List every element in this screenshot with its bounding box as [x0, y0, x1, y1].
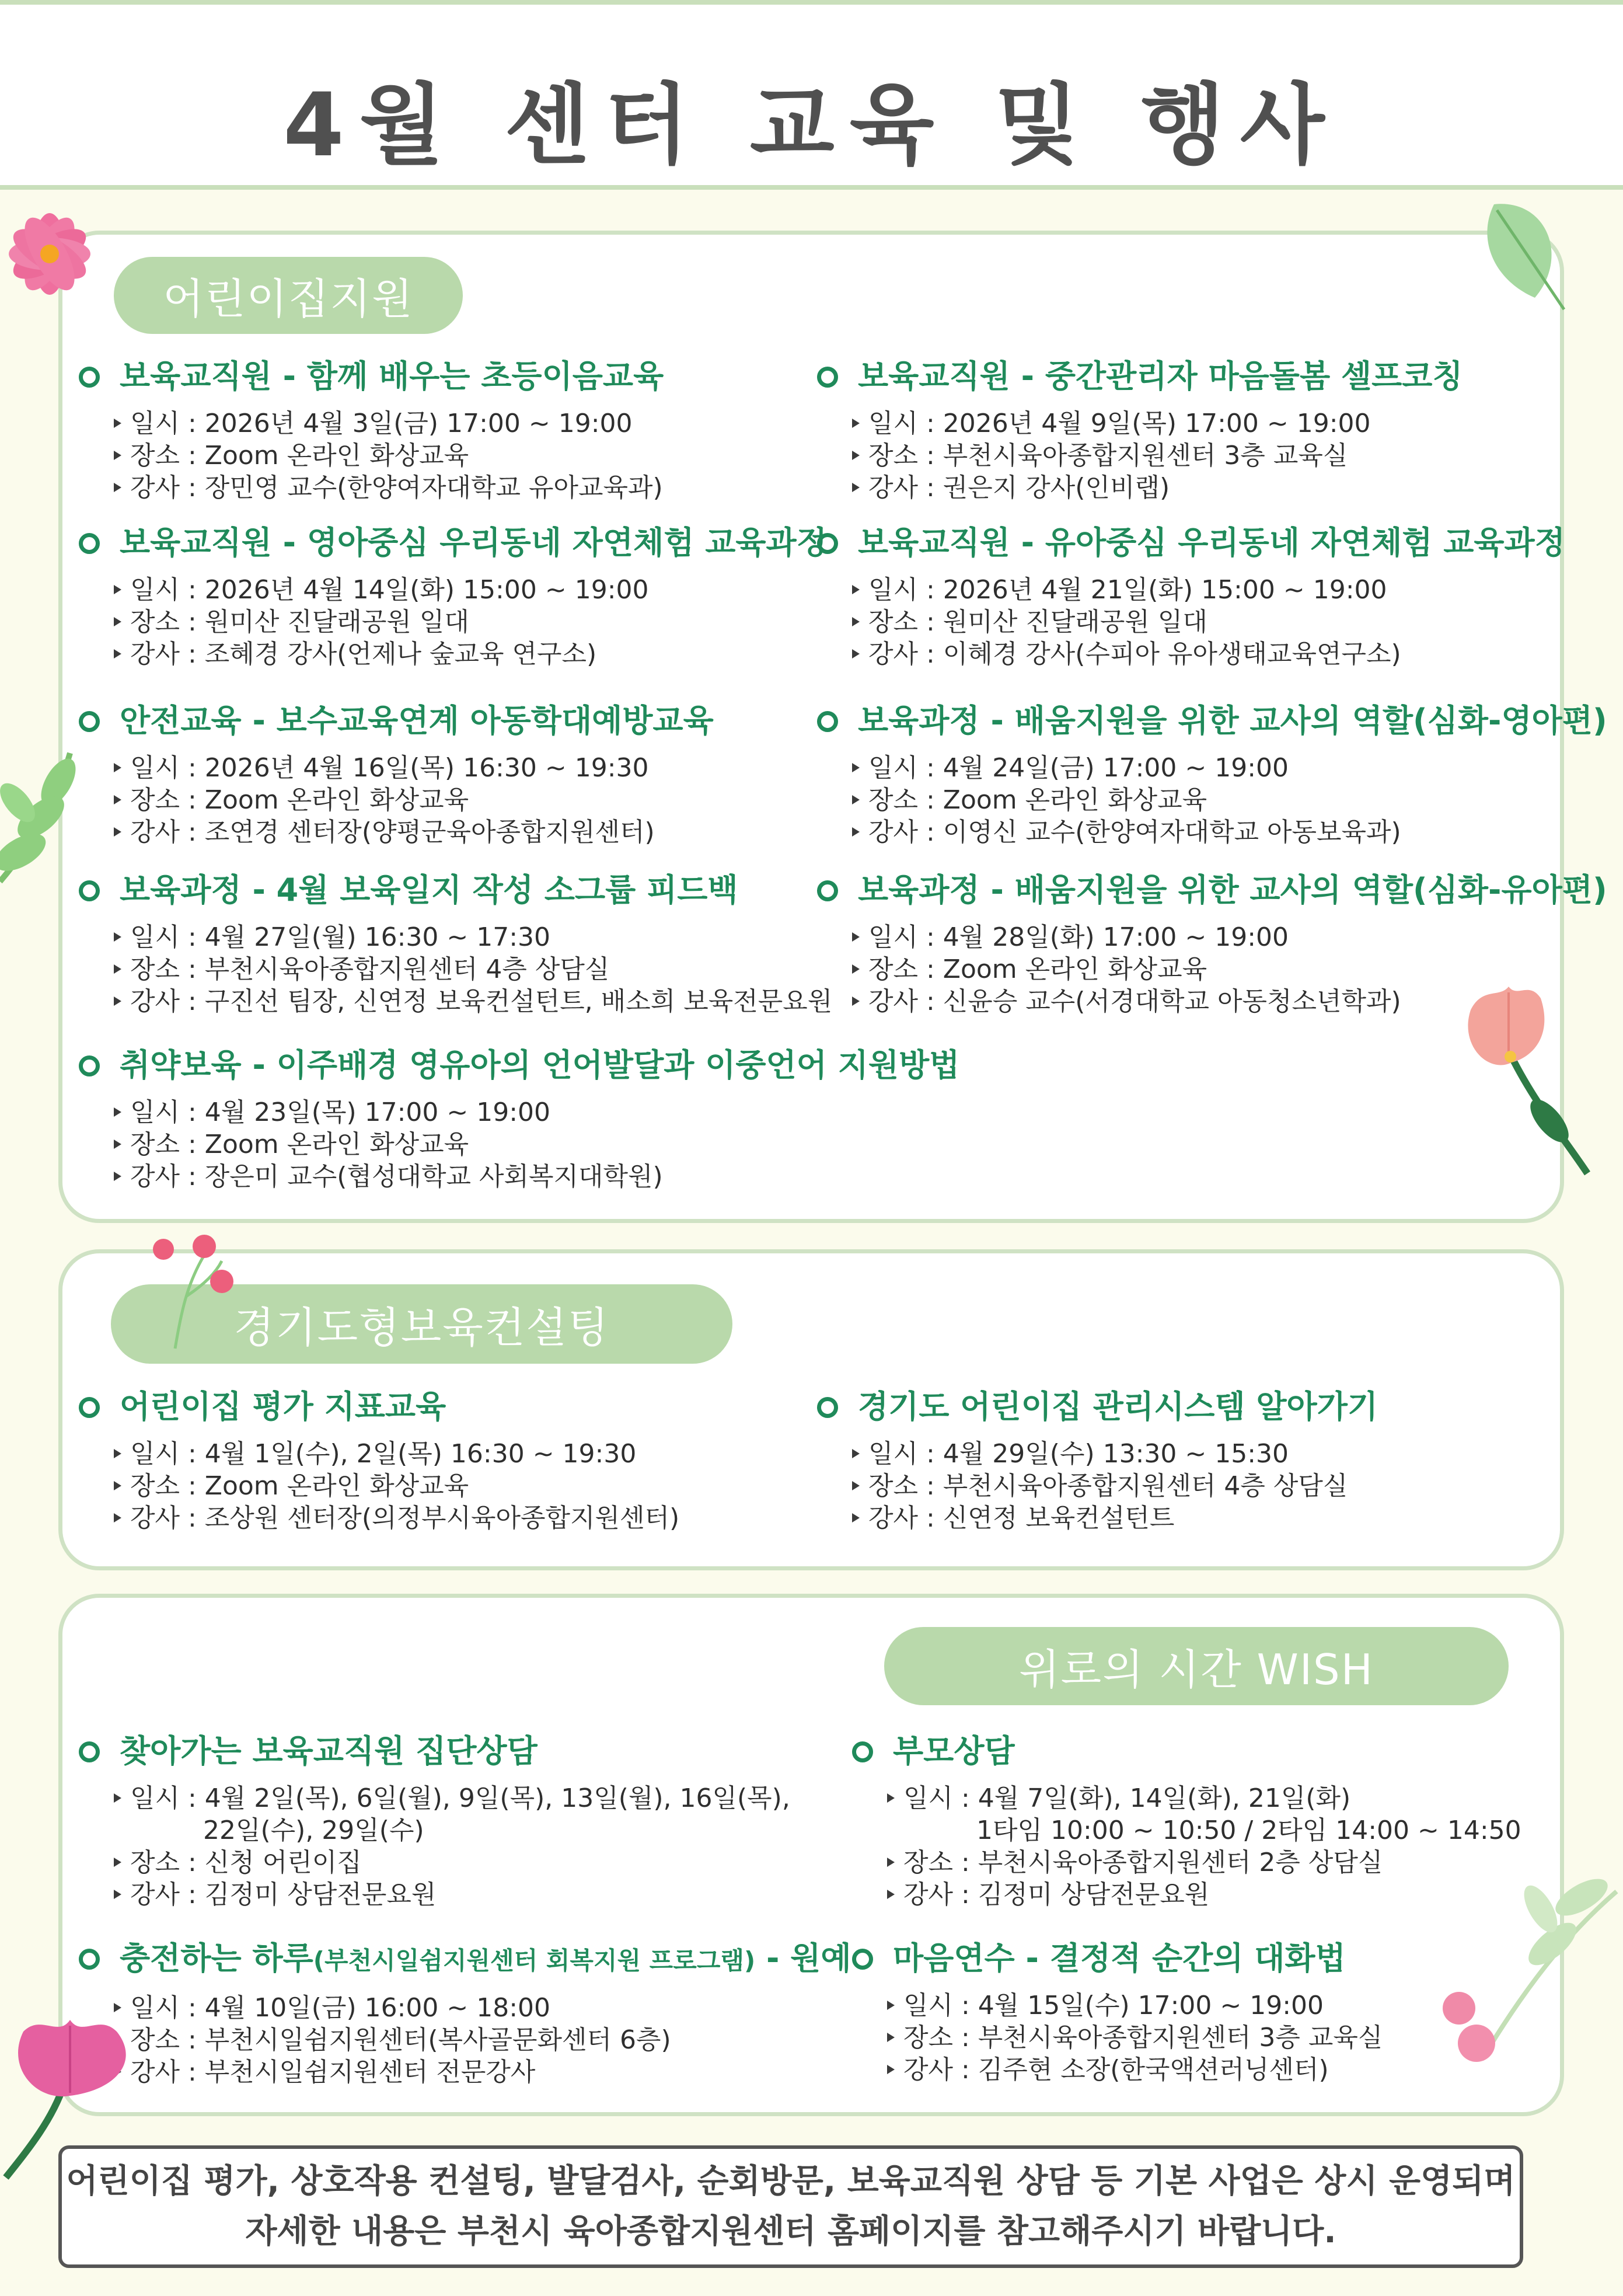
program-item — [852, 1938, 1383, 2086]
program-date: 일시 : 4월 29일(수) 13:30 ~ 15:30 — [851, 1438, 1378, 1470]
program-title: 경기도 어린이집 관리시스템 알아가기 — [817, 1386, 1378, 1427]
program-date: 일시 : 2026년 4월 21일(화) 15:00 ~ 19:00 — [851, 574, 1565, 606]
program-item — [817, 522, 1565, 670]
program-title: 보육교직원 - 유아중심 우리동네 자연체험 교육과정 — [817, 522, 1565, 563]
footer-notice — [58, 2145, 1523, 2268]
program-date-continued: 22일(수), 29일(수) — [203, 1816, 424, 1845]
program-title: 마음연수 - 결정적 순간의 대화법 — [852, 1938, 1383, 1979]
program-place: 장소 : Zoom 온라인 화상교육 — [113, 784, 714, 816]
program-title: 취약보육 - 이주배경 영유아의 언어발달과 이중언어 지원방법 — [79, 1045, 959, 1086]
program-date: 일시 : 2026년 4월 14일(화) 15:00 ~ 19:00 — [113, 574, 827, 606]
program-item — [817, 701, 1607, 848]
program-place: 장소 : 부천시육아종합지원센터 4층 상담실 — [113, 953, 832, 985]
program-item — [79, 1731, 790, 1911]
program-title: 보육교직원 - 영아중심 우리동네 자연체험 교육과정 — [79, 522, 827, 563]
program-date: 일시 : 4월 2일(목), 6일(월), 9일(목), 13일(월), 16일(목), — [113, 1782, 790, 1814]
program-place: 장소 : Zoom 온라인 화상교육 — [113, 1470, 679, 1502]
program-item — [79, 1938, 851, 2088]
program-lecturer: 강사 : 권은지 강사(인비랩) — [851, 472, 1463, 504]
program-lecturer: 강사 : 부천시일쉼지원센터 전문강사 — [113, 2056, 851, 2088]
program-place: 장소 : 부천시육아종합지원센터 2층 상담실 — [886, 1846, 1521, 1879]
leaf-branch-icon — [1436, 1856, 1622, 2078]
program-lecturer: 강사 : 김정미 상담전문요원 — [113, 1879, 790, 1911]
program-lecturer: 강사 : 조혜경 강사(언제나 숲교육 연구소) — [113, 638, 827, 670]
program-item — [852, 1731, 1521, 1911]
peach-tulip-icon — [1447, 975, 1599, 1185]
program-title: 어린이집 평가 지표교육 — [79, 1386, 679, 1427]
daycare-support-heading: 어린이집지원 — [114, 257, 463, 334]
program-place: 장소 : Zoom 온라인 화상교육 — [851, 953, 1607, 985]
program-title: 보육교직원 - 함께 배우는 초등이음교육 — [79, 356, 664, 397]
program-item — [79, 1386, 679, 1534]
program-place: 장소 : 원미산 진달래공원 일대 — [113, 606, 827, 638]
magenta-flower-icon — [0, 2008, 152, 2183]
program-lecturer: 강사 : 장민영 교수(한양여자대학교 유아교육과) — [113, 472, 664, 504]
leaf-branch-icon — [0, 747, 88, 893]
program-title: 안전교육 - 보수교육연계 아동학대예방교육 — [79, 701, 714, 741]
program-title: 부모상담 — [852, 1731, 1521, 1772]
program-title: 찾아가는 보육교직원 집단상담 — [79, 1731, 790, 1772]
program-place: 장소 : 신청 어린이집 — [113, 1846, 790, 1879]
program-title-sub: (부천시일쉼지원센터 회복지원 프로그램) — [313, 1946, 756, 1975]
wish-heading: 위로의 시간 WISH — [884, 1627, 1509, 1705]
pink-flower-icon — [0, 181, 117, 321]
program-title: 보육교직원 - 중간관리자 마음돌봄 셀프코칭 — [817, 356, 1463, 397]
program-title — [79, 1938, 851, 1981]
program-date: 일시 : 4월 28일(화) 17:00 ~ 19:00 — [851, 921, 1607, 953]
program-place: 장소 : 원미산 진달래공원 일대 — [851, 606, 1565, 638]
program-title: 보육과정 - 배움지원을 위한 교사의 역할(심화-유아편) — [817, 870, 1607, 911]
program-date: 일시 : 2026년 4월 9일(목) 17:00 ~ 19:00 — [851, 407, 1463, 440]
program-place: 장소 : Zoom 온라인 화상교육 — [851, 784, 1607, 816]
program-date: 일시 : 4월 23일(목) 17:00 ~ 19:00 — [113, 1096, 959, 1128]
program-date: 일시 : 4월 1일(수), 2일(목) 16:30 ~ 19:30 — [113, 1438, 679, 1470]
program-date: 일시 : 4월 24일(금) 17:00 ~ 19:00 — [851, 752, 1607, 784]
program-title: 보육과정 - 배움지원을 위한 교사의 역할(심화-영아편) — [817, 701, 1607, 741]
program-item — [79, 701, 714, 848]
program-lecturer: 강사 : 김정미 상담전문요원 — [886, 1879, 1521, 1911]
program-title-end: - 원예 — [755, 1940, 851, 1977]
program-title-main: 충전하는 하루 — [120, 1940, 313, 1977]
program-lecturer: 강사 : 장은미 교수(협성대학교 사회복지대학원) — [113, 1161, 959, 1193]
page-header — [0, 0, 1623, 190]
consulting-heading: 경기도형보육컨설팅 — [111, 1284, 732, 1364]
footer-line-2: 자세한 내용은 부천시 육아종합지원센터 홈페이지를 참고해주시기 바랍니다. — [245, 2213, 1336, 2250]
program-lecturer: 강사 : 이혜경 강사(수피아 유아생태교육연구소) — [851, 638, 1565, 670]
program-lecturer: 강사 : 신연정 보육컨설턴트 — [851, 1502, 1378, 1534]
program-date: 일시 : 4월 27일(월) 16:30 ~ 17:30 — [113, 921, 832, 953]
program-item — [817, 1386, 1378, 1534]
program-date: 일시 : 4월 7일(화), 14일(화), 21일(화) — [886, 1782, 1521, 1814]
program-lecturer: 강사 : 이영신 교수(한양여자대학교 아동보육과) — [851, 816, 1607, 848]
program-item — [817, 356, 1463, 504]
program-place: 장소 : 부천시육아종합지원센터 3층 교육실 — [851, 440, 1463, 472]
red-berries-icon — [146, 1220, 251, 1354]
program-lecturer: 강사 : 김주현 소장(한국액션러닝센터) — [886, 2054, 1383, 2086]
program-item — [79, 870, 832, 1018]
green-leaf-icon — [1471, 187, 1576, 315]
page-title: 4월 센터 교육 및 행사 — [283, 75, 1340, 176]
program-place: 장소 : 부천시일쉼지원센터(복사골문화센터 6층) — [113, 2024, 851, 2056]
program-lecturer: 강사 : 조연경 센터장(양평군육아종합지원센터) — [113, 816, 714, 848]
program-date: 일시 : 4월 15일(수) 17:00 ~ 19:00 — [886, 1990, 1383, 2022]
program-place: 장소 : Zoom 온라인 화상교육 — [113, 440, 664, 472]
program-title: 보육과정 - 4월 보육일지 작성 소그룹 피드백 — [79, 870, 832, 911]
program-date: 일시 : 2026년 4월 3일(금) 17:00 ~ 19:00 — [113, 407, 664, 440]
program-place: 장소 : 부천시육아종합지원센터 3층 교육실 — [886, 2022, 1383, 2054]
program-date-continued: 1타임 10:00 ~ 10:50 / 2타임 14:00 ~ 14:50 — [976, 1816, 1521, 1845]
program-place: 장소 : 부천시육아종합지원센터 4층 상담실 — [851, 1470, 1378, 1502]
program-place: 장소 : Zoom 온라인 화상교육 — [113, 1128, 959, 1161]
program-lecturer: 강사 : 신윤승 교수(서경대학교 아동청소년학과) — [851, 985, 1607, 1018]
program-item — [79, 1045, 959, 1193]
program-date: 일시 : 2026년 4월 16일(목) 16:30 ~ 19:30 — [113, 752, 714, 784]
program-lecturer: 강사 : 조상원 센터장(의정부시육아종합지원센터) — [113, 1502, 679, 1534]
footer-line-1: 어린이집 평가, 상호작용 컨설팅, 발달검사, 순회방문, 보육교직원 상담 등 기본 사업은 상시 운영되며 — [66, 2162, 1516, 2200]
program-item — [79, 356, 664, 504]
program-date: 일시 : 4월 10일(금) 16:00 ~ 18:00 — [113, 1992, 851, 2024]
program-item — [79, 522, 827, 670]
program-lecturer: 강사 : 구진선 팀장, 신연정 보육컨설턴트, 배소희 보육전문요원 — [113, 985, 832, 1018]
